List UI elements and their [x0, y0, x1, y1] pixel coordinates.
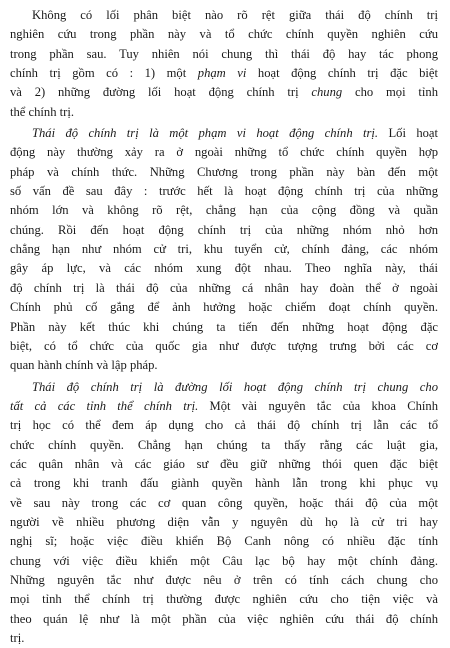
- text-line: [10, 337, 438, 356]
- text-run: độ chính trị là thái độ của những cá nhân hay đoàn thể ở ngoài: [10, 280, 438, 295]
- text-run: thể chính trị.: [10, 104, 75, 119]
- text-line: [10, 513, 438, 532]
- text-run: gây áp lực, và các nhóm xung đột nhau. Theo nghĩa này, thái: [10, 261, 438, 276]
- text-line: [10, 474, 438, 493]
- text-run: chính trị gồm có : 1) một: [10, 66, 198, 81]
- text-run: pháp và chính thức. Những Chương trong phần này bàn đến một: [10, 164, 438, 179]
- text-run: mọi tỉnh thể chính trị thường được nghiên cứu cho tiện việc và: [10, 592, 438, 607]
- text-line: [10, 279, 438, 298]
- text-run: chung với việc điều khiển một Câu lạc bộ hay một chính đảng.: [10, 553, 438, 568]
- text-run: cho mọi tỉnh: [342, 85, 438, 100]
- text-line: [10, 318, 438, 337]
- text-run: Những nguyên tắc như được nêu ở trên có tính cách chung cho: [10, 572, 438, 587]
- text-run: Một vài nguyên tắc của khoa Chính: [198, 398, 438, 413]
- text-line: [10, 298, 438, 317]
- text-line: [10, 436, 438, 455]
- text-line: [10, 494, 438, 513]
- paragraph: [10, 6, 438, 122]
- text-line: [10, 356, 438, 375]
- text-line: [10, 103, 438, 122]
- text-run: trị học có thể đem áp dụng cho cả thái độ chính trị lẫn các tổ: [10, 418, 438, 433]
- text-line: [10, 610, 438, 629]
- text-run: chức chính quyền. Chẳng hạn chúng ta thấy rằng các luật gia,: [10, 437, 438, 452]
- emphasized-text: tất cả các tỉnh thể chính trị.: [10, 398, 199, 413]
- text-run: theo quán lệ như là một phần của việc nghiên cứu thái độ chính: [10, 611, 438, 626]
- emphasized-text: Thái độ chính trị là một phạm vi hoạt động chính trị.: [32, 126, 379, 141]
- text-line: [10, 6, 438, 25]
- text-line: [10, 124, 438, 143]
- text-run: Chính phủ cố gắng để ảnh hưởng hoặc chiếm đoạt chính quyền.: [10, 300, 438, 315]
- text-line: [10, 64, 438, 83]
- text-run: biệt, có tổ chức của quốc gia như được tượng trưng bởi các cơ: [10, 338, 438, 353]
- text-line: [10, 552, 438, 571]
- text-run: nhóm lớn và không rõ rệt, chẳng hạn của cộng đồng và quần: [10, 203, 438, 218]
- text-run: nghiên cứu trong phần này và tổ chức chính quyền nghiên cứu: [10, 27, 438, 42]
- text-line: [10, 83, 438, 102]
- text-run: người về nhiều phương diện vẫn y nguyên dù họ là cử tri hay: [10, 514, 438, 529]
- emphasized-text: Thái độ chính trị là đường lối hoạt động chính trị chung cho: [32, 379, 438, 394]
- text-run: số vấn đề sau đây : trước hết là hoạt động chính trị của những: [10, 184, 438, 199]
- text-run: chúng. Rồi đến hoạt động chính trị của những nhóm nhỏ hơn: [10, 222, 438, 237]
- text-line: [10, 221, 438, 240]
- text-run: cả trong khi tranh đấu giành quyền hành lẫn trong khi phục vụ: [10, 476, 438, 491]
- text-line: [10, 163, 438, 182]
- text-run: và 2) những đường lối hoạt động chính trị: [10, 85, 312, 100]
- text-run: Không có lối phân biệt nào rõ rệt giữa thái độ chính trị: [32, 8, 438, 22]
- text-line: [10, 397, 438, 416]
- text-run: động này thường xảy ra ở ngoài những tổ chức chính quyền hợp: [10, 145, 438, 160]
- text-line: [10, 45, 438, 64]
- text-run: hoạt động chính trị đặc biệt: [246, 66, 438, 81]
- text-line: [10, 143, 438, 162]
- text-line: [10, 259, 438, 278]
- text-run: các quân nhân và các giáo sư đều giữ những thói quen đặc biệt: [10, 456, 438, 471]
- text-line: [10, 532, 438, 551]
- text-line: [10, 629, 438, 648]
- text-line: [10, 182, 438, 201]
- text-run: trong phần sau. Tuy nhiên nói chung thì thái độ hay tác phong: [10, 46, 438, 61]
- text-run: chẳng hạn như nhóm cử tri, khu tuyển cử, chính đảng, các nhóm: [10, 242, 438, 257]
- text-line: [10, 378, 438, 397]
- text-line: [10, 240, 438, 259]
- emphasized-text: phạm vi: [197, 66, 247, 81]
- text-run: về sau này trong các cơ quan công quyền, hoặc thái độ của một: [10, 495, 438, 510]
- text-run: trị.: [10, 631, 25, 645]
- text-run: nghị sĩ; hoặc việc điều khiển Bộ Canh nông có nhiều đặc tính: [10, 534, 438, 549]
- text-line: [10, 571, 438, 590]
- text-line: [10, 455, 438, 474]
- text-run: quan hành chính và lập pháp.: [10, 358, 158, 373]
- text-line: [10, 416, 438, 435]
- text-run: Phần này kết thúc khi chúng ta tiến đến những hoạt động đặc: [10, 319, 438, 334]
- text-line: [10, 590, 438, 609]
- text-run: Lối hoạt: [378, 126, 438, 141]
- text-line: [10, 25, 438, 44]
- text-line: [10, 201, 438, 220]
- paragraph: [10, 124, 438, 375]
- paragraph: [10, 378, 438, 648]
- emphasized-text: chung: [311, 85, 343, 100]
